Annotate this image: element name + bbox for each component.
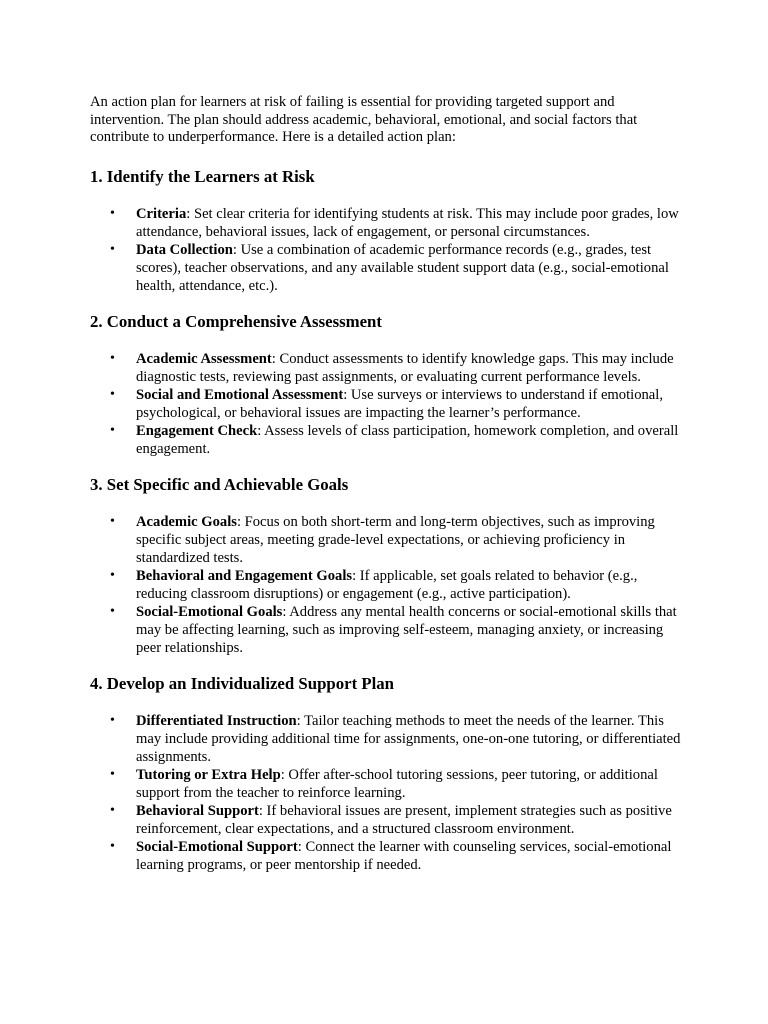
item-term: Academic Goals <box>136 513 237 530</box>
item-term: Academic Assessment <box>136 350 272 367</box>
item-text: : Use surveys or interviews to understand if emotional, psychological, or behavioral issues are impacting the learner’s performance. <box>136 386 663 421</box>
item-text: : Address any mental health concerns or social-emotional skills that may be affecting learning, such as improving self-esteem, managing anxiety, or increasing peer relationships. <box>136 603 677 656</box>
bullet-list <box>90 712 688 874</box>
bullet-icon: • <box>110 513 115 529</box>
item-text: : Tailor teaching methods to meet the needs of the learner. This may include providing additional time for assignments, one-on-one tutoring, or differentiated assignments. <box>136 712 681 765</box>
item-term: Differentiated Instruction <box>136 712 297 729</box>
list-item <box>90 513 681 567</box>
list-item <box>90 205 681 241</box>
list-item <box>90 567 681 603</box>
item-term: Social and Emotional Assessment <box>136 386 344 403</box>
item-text: : If behavioral issues are present, implement strategies such as positive reinforcement, clear expectations, and a structured classroom environment. <box>136 802 672 837</box>
list-item <box>90 766 681 802</box>
section-heading: 3. Set Specific and Achievable Goals <box>90 474 349 494</box>
item-term: Behavioral and Engagement Goals <box>136 567 353 584</box>
list-item <box>90 241 681 295</box>
list-item <box>90 422 681 458</box>
item-text: : Offer after-school tutoring sessions, peer tutoring, or additional support from the teacher to reinforce learning. <box>136 766 658 801</box>
bullet-icon: • <box>110 567 115 583</box>
bullet-icon: • <box>110 241 115 257</box>
bullet-list <box>90 205 688 295</box>
item-text: : Conduct assessments to identify knowledge gaps. This may include diagnostic tests, reviewing past assignments, or evaluating current performance levels. <box>136 350 674 385</box>
section-heading: 2. Conduct a Comprehensive Assessment <box>90 311 382 331</box>
item-text: : Connect the learner with counseling services, social-emotional learning programs, or peer mentorship if needed. <box>136 838 672 873</box>
bullet-list <box>90 350 688 458</box>
bullet-icon: • <box>110 766 115 782</box>
item-term: Engagement Check <box>136 422 258 439</box>
list-item <box>90 712 681 766</box>
item-text: : If applicable, set goals related to behavior (e.g., reducing classroom disruptions) or engagement (e.g., active participation). <box>136 567 638 602</box>
bullet-list <box>90 513 688 657</box>
list-item <box>90 350 681 386</box>
item-text: : Use a combination of academic performance records (e.g., grades, test scores), teacher observations, and any available student support data (e.g., social-emotional health, attendance, etc.). <box>136 241 669 294</box>
bullet-icon: • <box>110 422 115 438</box>
item-term: Social-Emotional Goals <box>136 603 283 620</box>
bullet-icon: • <box>110 838 115 854</box>
bullet-icon: • <box>110 802 115 818</box>
section-heading: 4. Develop an Individualized Support Plan <box>90 673 394 693</box>
item-term: Data Collection <box>136 241 233 258</box>
item-text: : Set clear criteria for identifying students at risk. This may include poor grades, low attendance, behavioral issues, lack of engagement, or personal circumstances. <box>136 205 679 240</box>
item-term: Social-Emotional Support <box>136 838 298 855</box>
item-text: : Focus on both short-term and long-term objectives, such as improving specific subject areas, meeting grade-level expectations, or achieving proficiency in standardized tests. <box>136 513 655 566</box>
list-item <box>90 386 681 422</box>
list-item <box>90 838 681 874</box>
bullet-icon: • <box>110 205 115 221</box>
item-term: Criteria <box>136 205 187 222</box>
list-item <box>90 802 681 838</box>
item-term: Tutoring or Extra Help <box>136 766 281 783</box>
list-item <box>90 603 681 657</box>
bullet-icon: • <box>110 386 115 402</box>
section-heading: 1. Identify the Learners at Risk <box>90 166 315 186</box>
bullet-icon: • <box>110 712 115 728</box>
item-text: : Assess levels of class participation, homework completion, and overall engagement. <box>136 422 679 457</box>
bullet-icon: • <box>110 350 115 366</box>
bullet-icon: • <box>110 603 115 619</box>
item-term: Behavioral Support <box>136 802 259 819</box>
intro-paragraph: An action plan for learners at risk of failing is essential for providing targeted support and intervention. The plan should address academic, behavioral, emotional, and social factors that contribute to underperformance. Here is a detailed action plan: <box>90 94 638 146</box>
